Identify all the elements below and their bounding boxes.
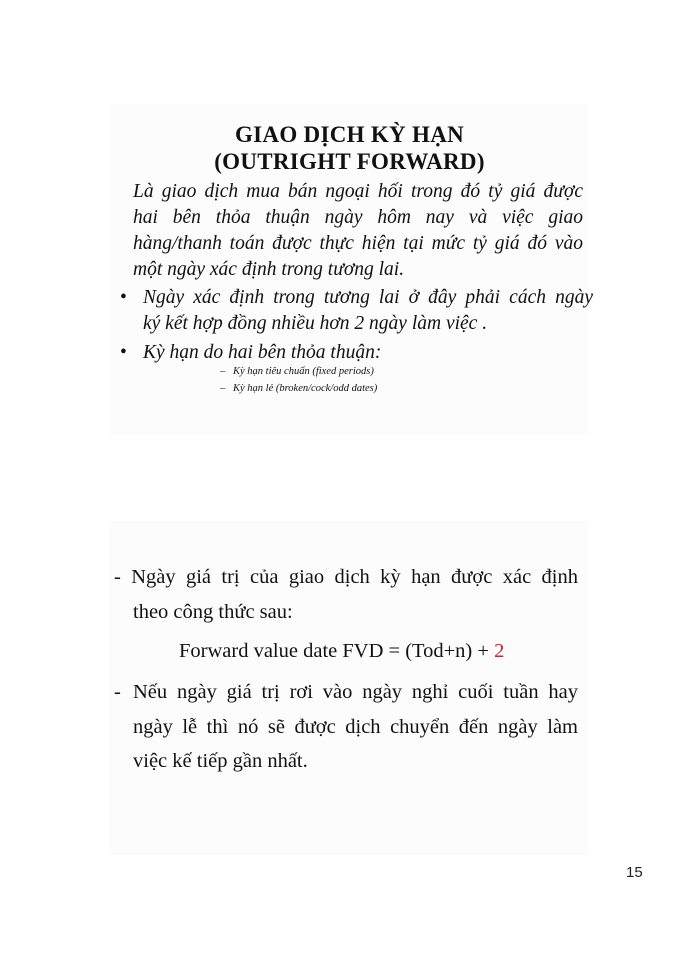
sub-item-text: Kỳ hạn lẻ (broken/cock/odd dates) [233, 383, 378, 394]
definition-line-1: Là giao dịch mua bán ngoại hối trong đó tỷ giá được [133, 181, 583, 202]
definition-line-3: hàng/thanh toán được thực hiện tại mức tỷ giá đó vào [133, 233, 583, 254]
dash-icon: – [220, 366, 226, 377]
item2-line3: việc kế tiếp gần nhất. [133, 750, 308, 772]
bullet-icon: • [120, 342, 127, 363]
definition-line-2: hai bên thỏa thuận ngày hôm nay và việc giao [133, 207, 583, 228]
slide-outright-forward [110, 104, 593, 435]
sub-item-broken-dates [220, 382, 377, 396]
dash-icon: – [220, 383, 226, 394]
bullet-icon: • [120, 287, 127, 308]
slide-title-line1: GIAO DỊCH KỲ HẠN [234, 122, 465, 147]
slide-title-line2: (OUTRIGHT FORWARD) [214, 149, 485, 174]
sub-item-fixed-periods [220, 365, 374, 379]
slide-value-date [109, 521, 588, 855]
bullet-2-line-1: Kỳ hạn do hai bên thỏa thuận: [143, 342, 382, 363]
page-number: 15 [626, 864, 643, 881]
bullet-1-line-2: ký kết hợp đồng nhiều hơn 2 ngày làm việc . [143, 313, 488, 334]
sub-item-text: Kỳ hạn tiêu chuẩn (fixed periods) [233, 366, 374, 377]
item1-line2: theo công thức sau: [133, 601, 293, 623]
formula-text: Forward value date FVD = (Tod+n) + [179, 640, 495, 662]
item1-line1: - Ngày giá trị của giao dịch kỳ hạn được xác định [114, 566, 578, 588]
item2-line1: Nếu ngày giá trị rơi vào ngày nghỉ cuối tuần hay [133, 681, 578, 703]
formula [179, 637, 504, 665]
formula-highlight: 2 [494, 640, 505, 662]
item2-marker: - [114, 681, 121, 703]
bullet-1-line-1: Ngày xác định trong tương lai ở đây phải cách ngày [143, 287, 593, 308]
definition-line-4: một ngày xác định trong tương lai. [133, 259, 405, 280]
item2-line2: ngày lễ thì nó sẽ được dịch chuyển đến ngày làm [133, 716, 578, 738]
